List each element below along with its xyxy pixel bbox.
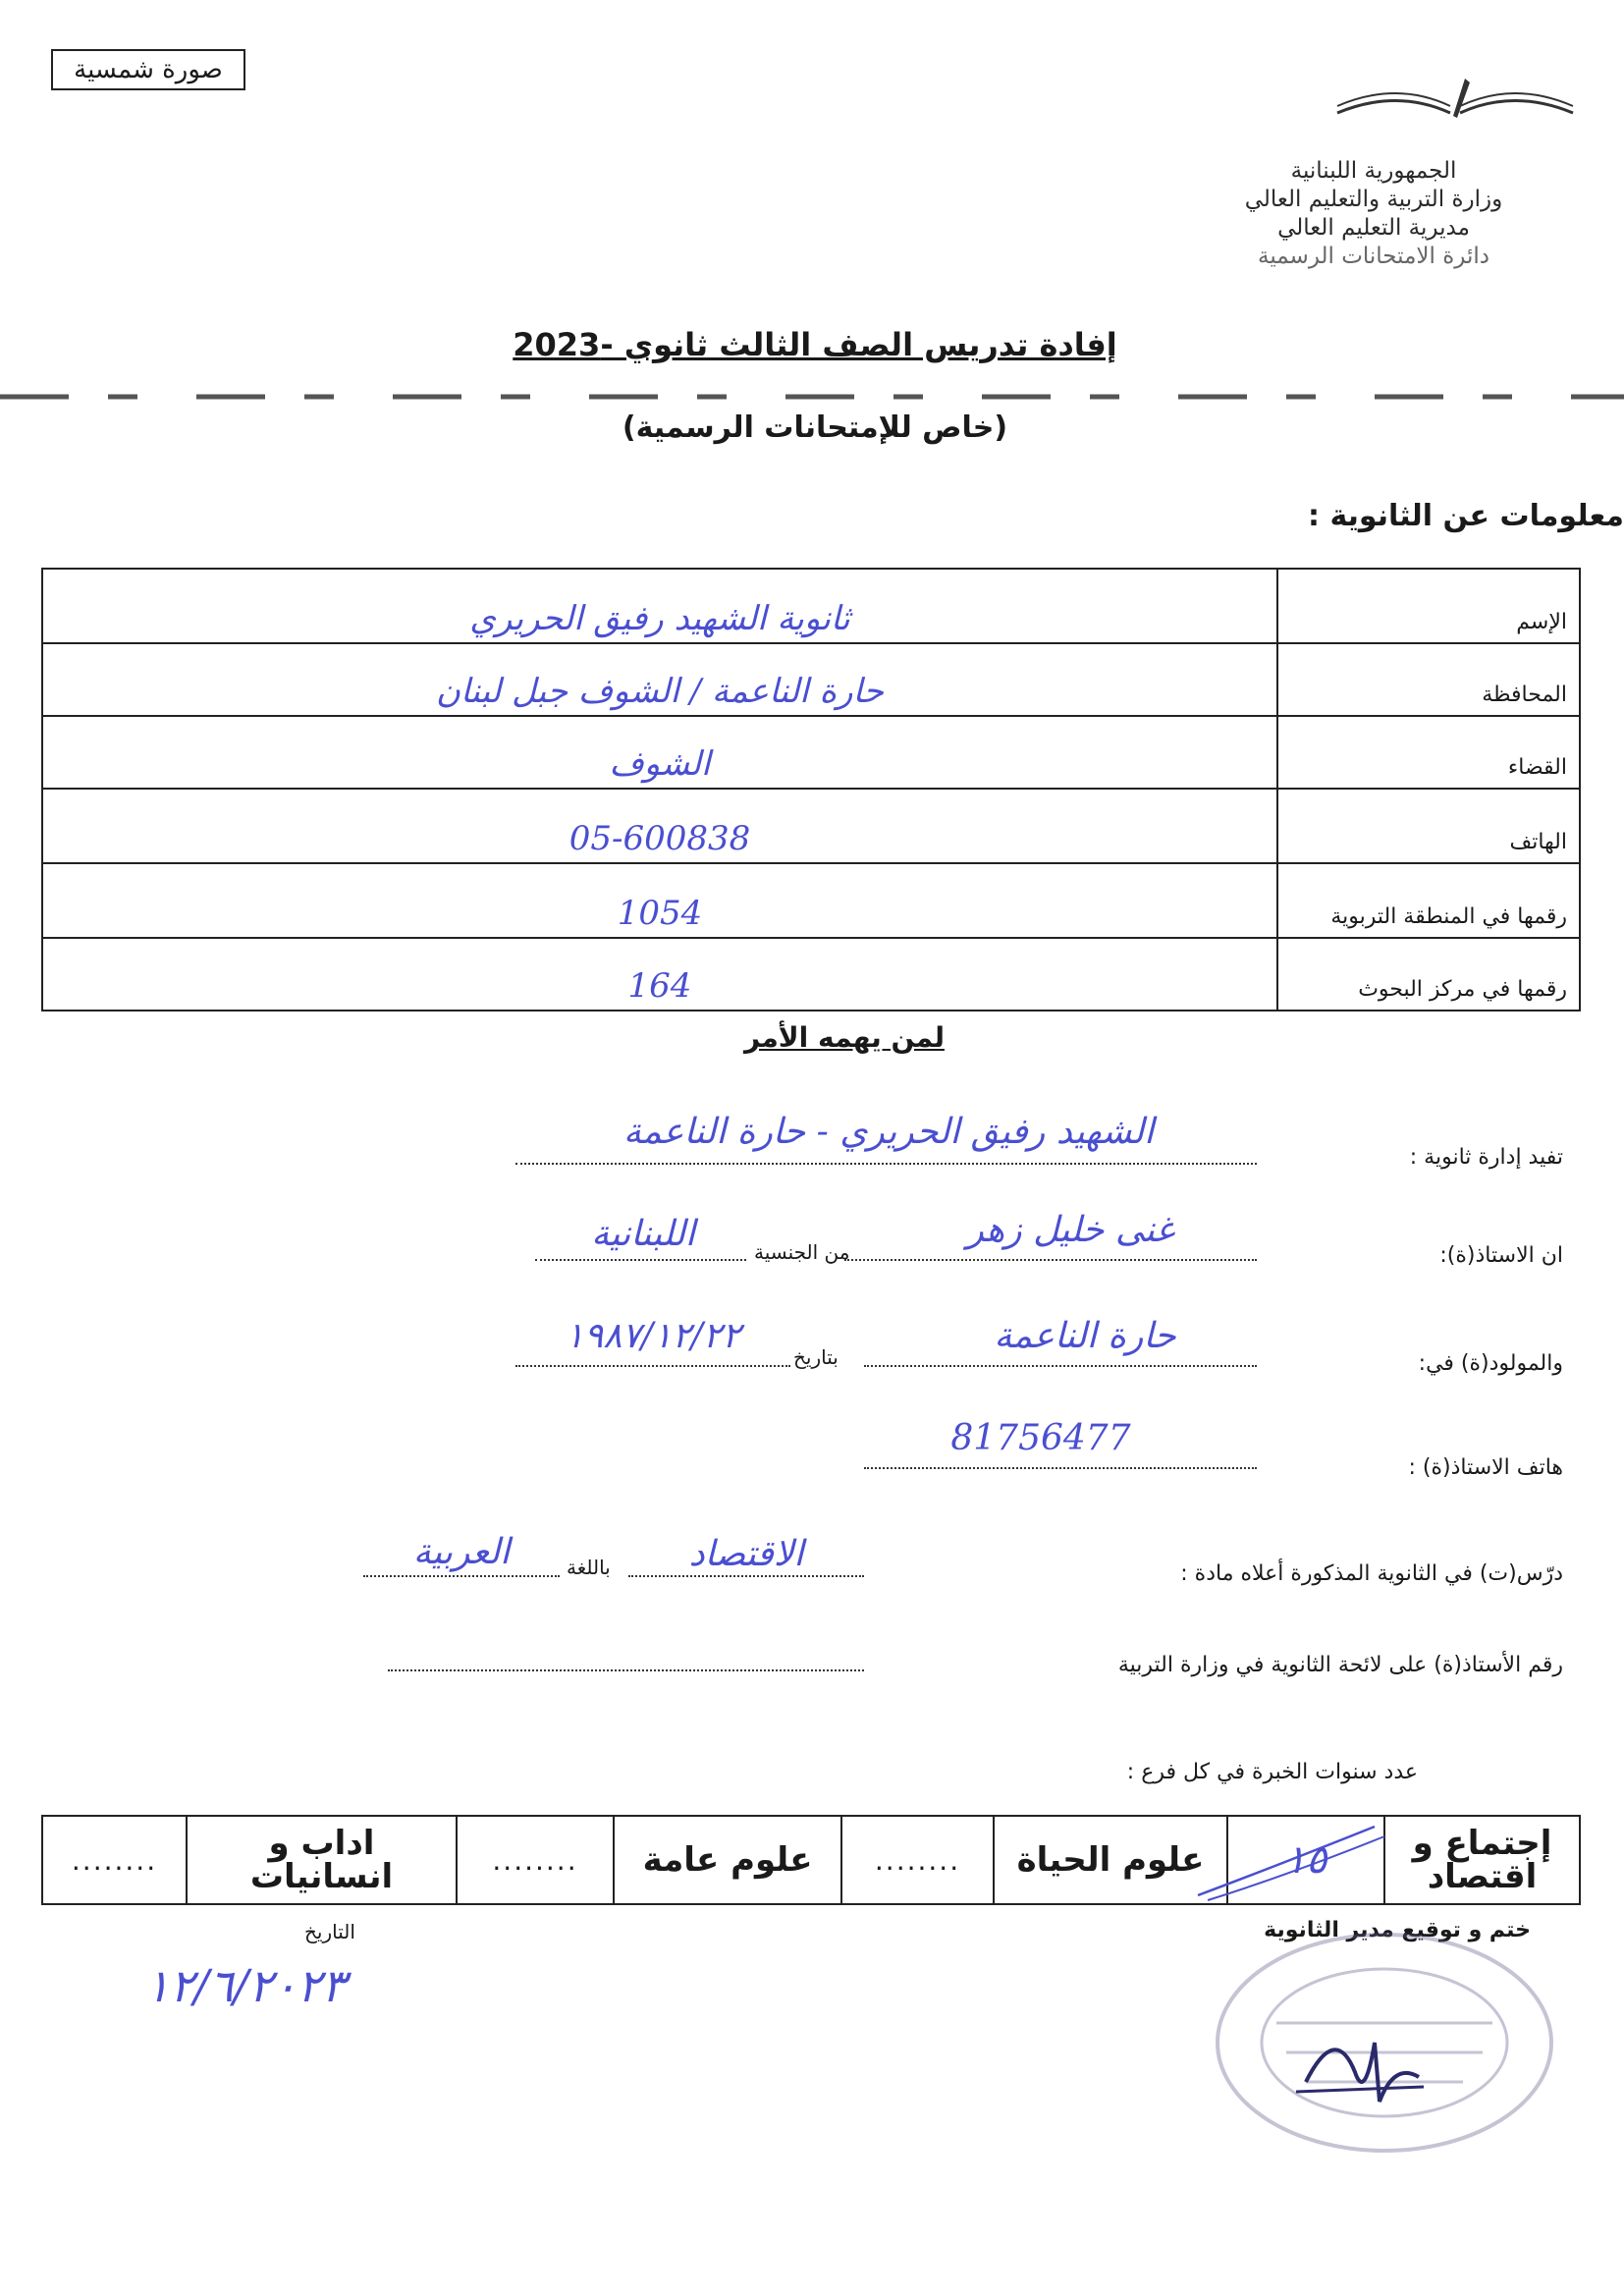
education-zone-number-value: 1054 — [617, 894, 703, 933]
experience-label: عدد سنوات الخبرة في كل فرع : — [1126, 1760, 1418, 1784]
subject-taught-label: درّس(ت) في الثانوية المذكورة أعلاه مادة : — [1180, 1561, 1563, 1586]
to-whom-heading: لمن يهمه الأمر — [744, 1021, 945, 1054]
humanities-years-cell — [43, 1817, 186, 1903]
teacher-label: ان الاستاذ(ة): — [1439, 1243, 1563, 1268]
research-center-number-value: 164 — [627, 966, 692, 1006]
photocopy-tag — [51, 49, 245, 90]
school-info-heading: معلومات عن الثانوية : — [1308, 499, 1624, 533]
humanities-heading-cell — [186, 1817, 456, 1903]
nationality-label: من الجنسية — [754, 1240, 850, 1264]
subject-dotline — [628, 1575, 864, 1577]
handwritten-date-block — [74, 1959, 417, 2012]
document-title: إفادة تدريس الصف الثالث ثانوي -2023 — [513, 326, 1117, 363]
table-row — [43, 937, 1579, 1010]
registry-number-dotline — [388, 1669, 864, 1671]
teacher-name-handwritten: غنى خليل زهر — [966, 1210, 1174, 1250]
photocopy-tag-text: صورة شمسية — [74, 55, 223, 84]
teacher-phone-handwritten: 81756477 — [950, 1418, 1131, 1458]
registry-number-label: رقم الأستاذ(ة) على لائحة الثانوية في وزارة التربية — [1117, 1653, 1563, 1677]
teacher-name-dotline — [844, 1259, 1257, 1261]
table-row — [43, 862, 1579, 939]
header-department: دائرة الامتحانات الرسمية — [1257, 244, 1489, 269]
birthplace-handwritten: حارة الناعمة — [994, 1316, 1176, 1356]
governorate-value: حارة الناعمة / الشوف جبل لبنان — [436, 672, 884, 711]
table-row — [43, 788, 1579, 864]
table-row — [43, 570, 1579, 644]
language-handwritten: العربية — [412, 1532, 511, 1572]
school-name-label: الإسم — [1516, 610, 1567, 634]
life-science-years-cell — [840, 1817, 993, 1903]
education-zone-number-label: رقمها في المنطقة التربوية — [1330, 904, 1567, 929]
ministry-header — [1197, 157, 1550, 271]
socio-economics-heading-cell — [1383, 1817, 1579, 1903]
life-science-heading: علوم الحياة — [1016, 1840, 1205, 1880]
birthplace-label: والمولود(ة) في: — [1418, 1351, 1563, 1376]
scan-dash-line — [0, 390, 1624, 404]
general-science-heading-cell — [613, 1817, 840, 1903]
school-admin-handwritten: الشهيد رفيق الحريري - حارة الناعمة — [623, 1112, 1155, 1152]
birthdate-handwritten: ١٩٨٧/١٢/٢٢ — [565, 1316, 741, 1356]
table-row — [43, 642, 1579, 717]
language-label: باللغة — [567, 1556, 611, 1579]
humanities-years-value: ........ — [71, 1843, 158, 1877]
school-info-table — [41, 568, 1581, 1011]
phone-value: 05-600838 — [568, 819, 751, 858]
teacher-phone-label: هاتف الاستاذ(ة) : — [1408, 1455, 1563, 1480]
general-science-heading: علوم عامة — [642, 1840, 813, 1880]
date-label: التاريخ — [304, 1920, 355, 1943]
humanities-heading: اداب و انسانيات — [249, 1824, 394, 1896]
table-row — [43, 715, 1579, 790]
general-science-years-value: ........ — [492, 1843, 578, 1877]
header-directorate: مديرية التعليم العالي — [1277, 215, 1470, 241]
governorate-label: المحافظة — [1482, 683, 1567, 707]
pen-stroke-mark — [1178, 1807, 1404, 1915]
phone-label: الهاتف — [1509, 830, 1567, 854]
district-label: القضاء — [1507, 755, 1567, 780]
document-subtitle: (خاص للإمتحانات الرسمية) — [622, 410, 1008, 445]
subject-handwritten: الاقتصاد — [688, 1534, 804, 1574]
language-dotline — [363, 1575, 560, 1577]
birthdate-label: بتاريخ — [793, 1345, 839, 1369]
principal-signature-icon — [1286, 2003, 1434, 2121]
socio-economics-years-handwritten: ١٥ — [1284, 1837, 1327, 1883]
research-center-number-label: رقمها في مركز البحوث — [1358, 977, 1567, 1002]
school-admin-label: تفيد إدارة ثانوية : — [1409, 1145, 1563, 1170]
header-ministry: وزارة التربية والتعليم العالي — [1244, 187, 1503, 212]
life-science-years-value: ........ — [874, 1843, 961, 1877]
teacher-phone-dotline — [864, 1467, 1257, 1469]
district-value: الشوف — [609, 744, 711, 784]
ministry-logo-icon — [1327, 69, 1583, 128]
header-republic: الجمهورية اللبنانية — [1290, 158, 1457, 184]
socio-economics-heading: إجتماع و اقتصاد — [1412, 1824, 1552, 1896]
general-science-years-cell — [456, 1817, 613, 1903]
nationality-dotline — [535, 1259, 746, 1261]
school-admin-dotline — [515, 1163, 1257, 1165]
date-handwritten: ١٢/٦/٢٠٢٣ — [145, 1959, 346, 2012]
school-name-value: ثانوية الشهيد رفيق الحريري — [469, 599, 850, 638]
birthdate-dotline — [515, 1365, 790, 1367]
principal-signature-label: ختم و توقيع مدير الثانوية — [1264, 1918, 1531, 1942]
nationality-handwritten: اللبنانية — [591, 1214, 695, 1254]
birthplace-dotline — [864, 1365, 1257, 1367]
